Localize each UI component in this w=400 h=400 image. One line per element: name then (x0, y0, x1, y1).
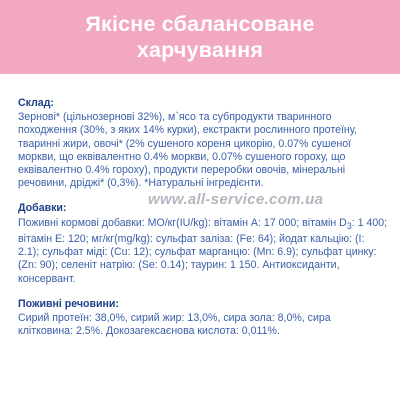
composition-text: Зернові* (цільнозернові 32%), м`ясо та субпродукти тваринного походження (30%, з яких 14% курки), екстракти рослинного протеїну, тваринні жири, овочі* (2% сушеного кореня цикорію, 0.07% сушеної моркви, що еквівалентно 0.4% моркви, 0.07% сушеного гороху, що еквівалентно 0.4% гороху), продукти переробки овочів, мінеральні речовини, дріджі* (0,3%). *Натуральні інгредієнти. (18, 111, 357, 190)
page-title-line1: Якісне сбалансоване (85, 12, 315, 36)
composition-section (18, 97, 388, 190)
page-title (85, 11, 314, 63)
additives-text (18, 217, 388, 286)
title-banner (0, 0, 400, 74)
nutrients-text: Сирий протеїн: 38,0%, сирий жир: 13,0%, сира зола: 8,0%, сира клітковина: 2.5%. Докозагексаєнова кислота: 0,011%. (18, 311, 331, 338)
page-title-line2: харчування (136, 38, 264, 62)
nutrients-section (18, 298, 388, 339)
vitamin-d-subscript: 3 (346, 220, 352, 231)
product-info (18, 97, 388, 350)
additives-text-part2: : 1 400; вітамін Е: 120; мг/кг(mg/kg): сульфат заліза: (Fe: 64); йодат кальцію: (I: 2.1); сульфат міді: (Cu: 12); сульфат марганцю: (Mn: 6.9); сульфат цинку: (Zn: 90); селеніт натрію: (Se: 0.14); таурин: 1 150. Антиоксиданти, консервант. (18, 216, 388, 285)
additives-heading: Добавки: (18, 202, 67, 215)
additives-section (18, 202, 388, 285)
nutrients-heading: Поживні речовини: (18, 297, 119, 310)
site-watermark: www.all-service.com.ua (148, 191, 324, 208)
additives-text-part1: Поживні кормові добавки: МО/кг(IU/kg): вітамін А: 17 000; вітамін D (18, 216, 347, 229)
composition-heading: Склад: (18, 97, 54, 109)
